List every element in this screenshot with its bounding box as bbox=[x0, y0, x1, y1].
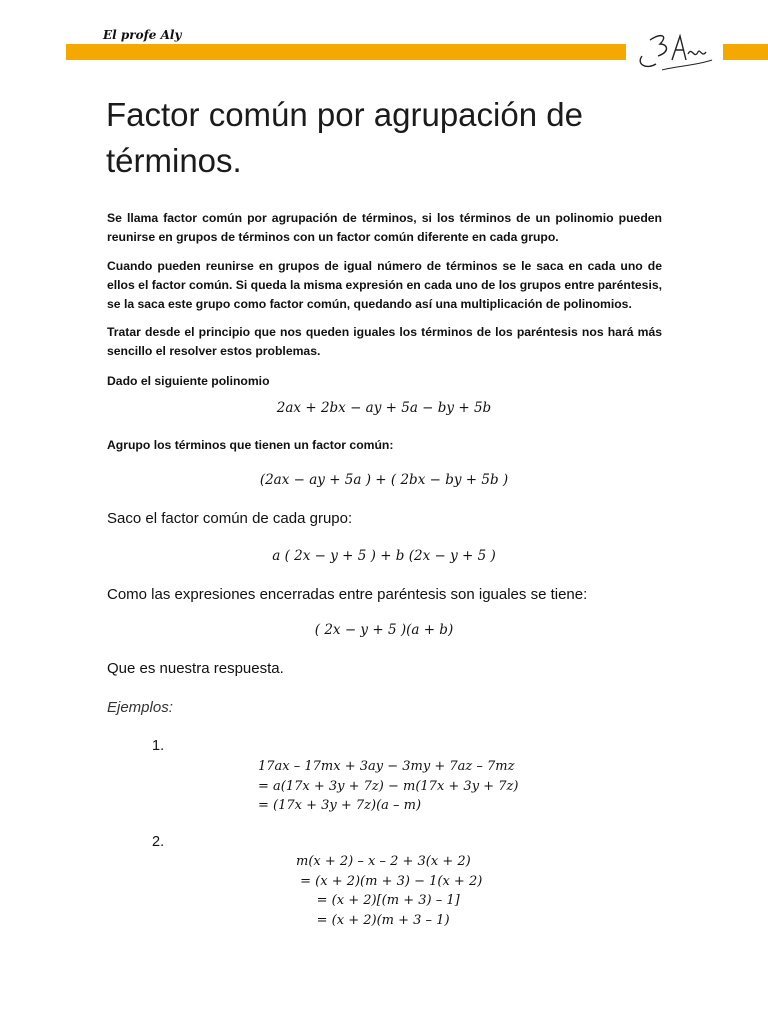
expression-polynomial: 2ax + 2bx − ay + 5a − by + 5b bbox=[276, 400, 492, 416]
example-number-2: 2. bbox=[152, 834, 165, 850]
paragraph-definition: Se llama factor común por agrupación de términos, si los términos de un polinomio pueden reunirse en grupos de términos con un factor común diferente en cada grupo. bbox=[107, 211, 662, 244]
example-2-line-2: = (x + 2)(m + 3) − 1(x + 2) bbox=[296, 873, 483, 889]
label-respuesta: Que es nuestra respuesta. bbox=[107, 660, 284, 677]
expression-factored: a ( 2x − y + 5 ) + b (2x − y + 5 ) bbox=[272, 548, 496, 564]
example-number-1: 1. bbox=[152, 738, 165, 754]
example-1-line-1: 17ax – 17mx + 3ay − 3my + 7az – 7mz bbox=[258, 759, 515, 774]
paragraph-tip: Tratar desde el principio que nos queden iguales los términos de los paréntesis nos hará más sencillo el resolver estos problemas. bbox=[107, 325, 662, 358]
label-saco: Saco el factor común de cada grupo: bbox=[107, 510, 353, 527]
example-1-line-2: = a(17x + 3y + 7z) − m(17x + 3y + 7z) bbox=[258, 778, 519, 794]
label-como: Como las expresiones encerradas entre paréntesis son iguales se tiene: bbox=[107, 586, 588, 603]
example-2-line-4: = (x + 2)(m + 3 – 1) bbox=[296, 912, 450, 928]
example-2-line-3: = (x + 2)[(m + 3) – 1] bbox=[296, 893, 460, 908]
paragraph-method: Cuando pueden reunirse en grupos de igual número de términos se le saca en cada uno de ellos el factor común. Si queda la misma expresión en cada uno de los grupos entre paréntesis, se la saca este grupo como factor común, quedando así una multiplicación de polinomios. bbox=[107, 259, 662, 311]
example-1-steps bbox=[258, 757, 518, 816]
page-title: Factor común por agrupación de términos. bbox=[106, 96, 583, 179]
example-1-line-3: = (17x + 3y + 7z)(a – m) bbox=[258, 798, 422, 813]
expression-result: ( 2x − y + 5 )(a + b) bbox=[314, 622, 454, 638]
example-2-line-1: m(x + 2) – x – 2 + 3(x + 2) bbox=[296, 854, 471, 869]
label-dado: Dado el siguiente polinomio bbox=[107, 374, 270, 388]
example-2-steps bbox=[296, 852, 482, 930]
header-brand: El profe Aly bbox=[103, 28, 182, 42]
header-accent-bar-right bbox=[723, 44, 768, 60]
label-ejemplos: Ejemplos: bbox=[107, 699, 173, 716]
label-agrupo: Agrupo los términos que tienen un factor común: bbox=[107, 438, 394, 452]
header-accent-bar bbox=[66, 44, 626, 60]
signature-logo bbox=[632, 26, 716, 76]
expression-grouped: (2ax − ay + 5a ) + ( 2bx − by + 5b ) bbox=[259, 472, 509, 488]
